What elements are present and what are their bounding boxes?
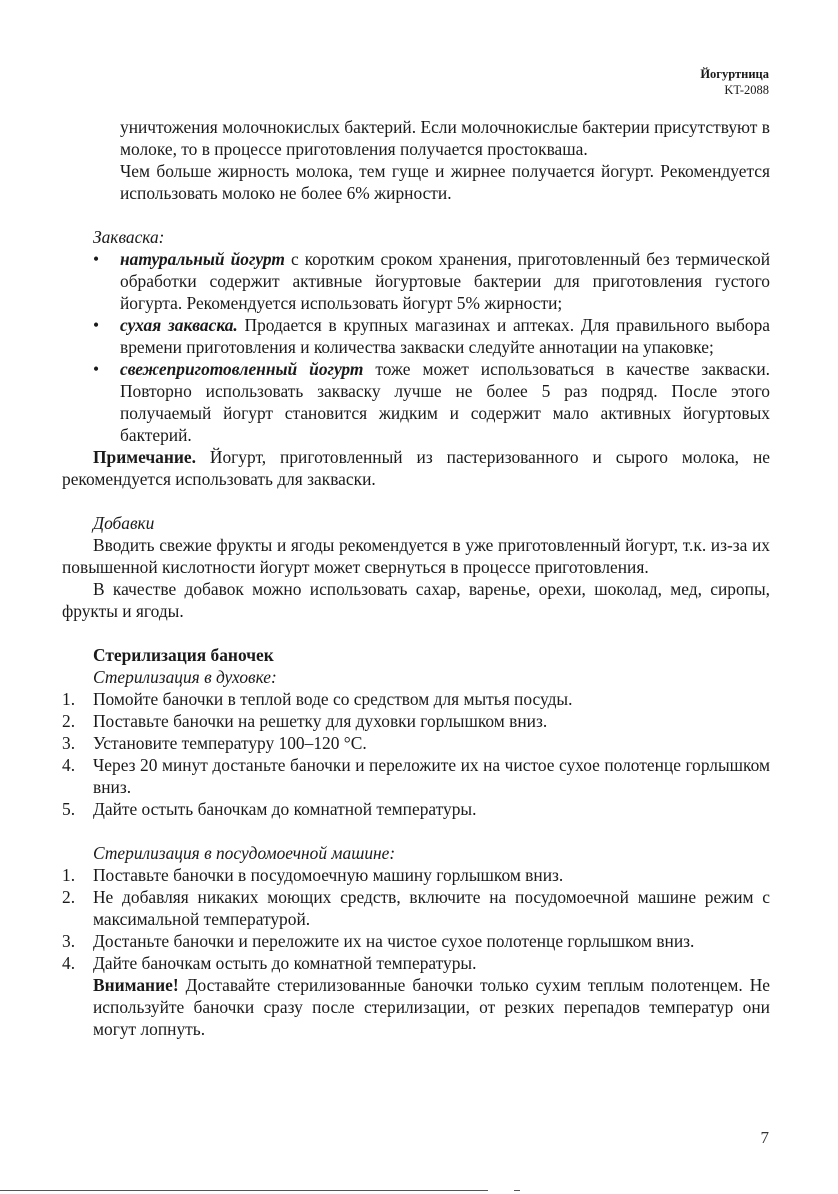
step-number: 3.: [62, 733, 76, 753]
dishwasher-heading: Стерилизация в посудомоечной машине:: [93, 843, 396, 863]
step-number: 4.: [62, 953, 76, 973]
dishwasher-steps: [62, 864, 770, 974]
page-header: [700, 66, 769, 98]
intro-block: [120, 116, 770, 204]
starter-term: сухая закваска.: [120, 315, 238, 335]
step-text: Через 20 минут достаньте баночки и переложите их на чистое сухое полотенце горлышком вниз.: [93, 755, 770, 797]
step-text: Достаньте баночки и переложите их на чистое сухое полотенце горлышком вниз.: [93, 931, 695, 951]
list-item: [62, 864, 770, 886]
sterilization-title: Стерилизация баночек: [93, 645, 274, 665]
starter-term: свежеприготовленный йогурт: [120, 359, 364, 379]
step-text: Не добавляя никаких моющих средств, включите на посудомоечной машине режим с максимальной температурой.: [93, 887, 770, 929]
product-name: Йогуртница: [700, 67, 769, 81]
oven-heading: Стерилизация в духовке:: [93, 667, 277, 687]
list-item: [62, 886, 770, 930]
step-text: Дайте баночкам остыть до комнатной температуры.: [93, 953, 477, 973]
starter-description: Продается в крупных магазинах и аптеках. Для правильного выбора времени приготовления и количества закваски следуйте аннотации на упаковке;: [120, 315, 770, 357]
list-item: [62, 732, 770, 754]
oven-steps: [62, 688, 770, 820]
additives-paragraph-2: В качестве добавок можно использовать сахар, варенье, орехи, шоколад, мед, сиропы, фрукты и ягоды.: [62, 579, 770, 621]
step-number: 1.: [62, 865, 76, 885]
page-number: 7: [760, 1128, 769, 1147]
step-text: Поставьте баночки в посудомоечную машину горлышком вниз.: [93, 865, 564, 885]
footer-divider: [0, 1190, 488, 1191]
starter-term: натуральный йогурт: [120, 249, 285, 269]
step-text: Дайте остыть баночкам до комнатной температуры.: [93, 799, 477, 819]
step-text: Установите температуру 100–120 °С.: [93, 733, 367, 753]
warning-note: [93, 974, 770, 1040]
starter-note: [62, 446, 770, 490]
model-number: KT-2088: [724, 83, 769, 97]
list-item: [62, 358, 770, 446]
step-number: 2.: [62, 887, 76, 907]
intro-paragraph-2: Чем больше жирность молока, тем гуще и жирнее получается йогурт. Рекомендуется использовать молоко не более 6% жирности.: [120, 161, 770, 203]
step-number: 5.: [62, 799, 76, 819]
list-item: [62, 930, 770, 952]
list-item: [62, 248, 770, 314]
list-item: [62, 688, 770, 710]
starter-description: тоже может использоваться в качестве закваски. Повторно использовать закваску лучше не более 5 раз подряд. После этого получаемый йогурт становится жидким и содержит мало активных йогуртовых бактерий.: [120, 359, 770, 445]
page-content: [62, 116, 770, 1040]
warning-label: Внимание!: [93, 975, 179, 995]
list-item: [62, 314, 770, 358]
bullet-icon: •: [93, 249, 100, 269]
additives-heading: Добавки: [93, 513, 155, 533]
list-item: [62, 710, 770, 732]
step-text: Помойте баночки в теплой воде со средством для мытья посуды.: [93, 689, 573, 709]
note-label: Примечание.: [93, 447, 196, 467]
starter-list: [62, 248, 770, 446]
additives-paragraph-1: Вводить свежие фрукты и ягоды рекомендуется в уже приготовленный йогурт, т.к. из-за их повышенной кислотности йогурт может свернуться в процессе приготовления.: [62, 535, 770, 577]
footer-mark: [514, 1190, 520, 1191]
starter-heading: Закваска:: [93, 227, 165, 247]
starter-description: с коротким сроком хранения, приготовленный без термической обработки содержит активные йогуртовые бактерии для приготовления густого йогурта. Рекомендуется использовать йогурт 5% жирности;: [120, 249, 770, 313]
bullet-icon: •: [93, 359, 100, 379]
list-item: [62, 798, 770, 820]
step-text: Поставьте баночки на решетку для духовки горлышком вниз.: [93, 711, 548, 731]
bullet-icon: •: [93, 315, 100, 335]
intro-paragraph-1: уничтожения молочнокислых бактерий. Если молочнокислые бактерии присутствуют в молоке, то в процессе приготовления получается простокваша.: [120, 117, 770, 159]
step-number: 3.: [62, 931, 76, 951]
list-item: [62, 754, 770, 798]
step-number: 1.: [62, 689, 76, 709]
step-number: 4.: [62, 755, 76, 775]
note-text: Йогурт, приготовленный из пастеризованного и сырого молока, не рекомендуется использовать для закваски.: [62, 447, 770, 489]
list-item: [62, 952, 770, 974]
warning-text: Доставайте стерилизованные баночки только сухим теплым полотенцем. Не используйте баночки сразу после стерилизации, от резких перепадов температур они могут лопнуть.: [93, 975, 770, 1039]
step-number: 2.: [62, 711, 76, 731]
